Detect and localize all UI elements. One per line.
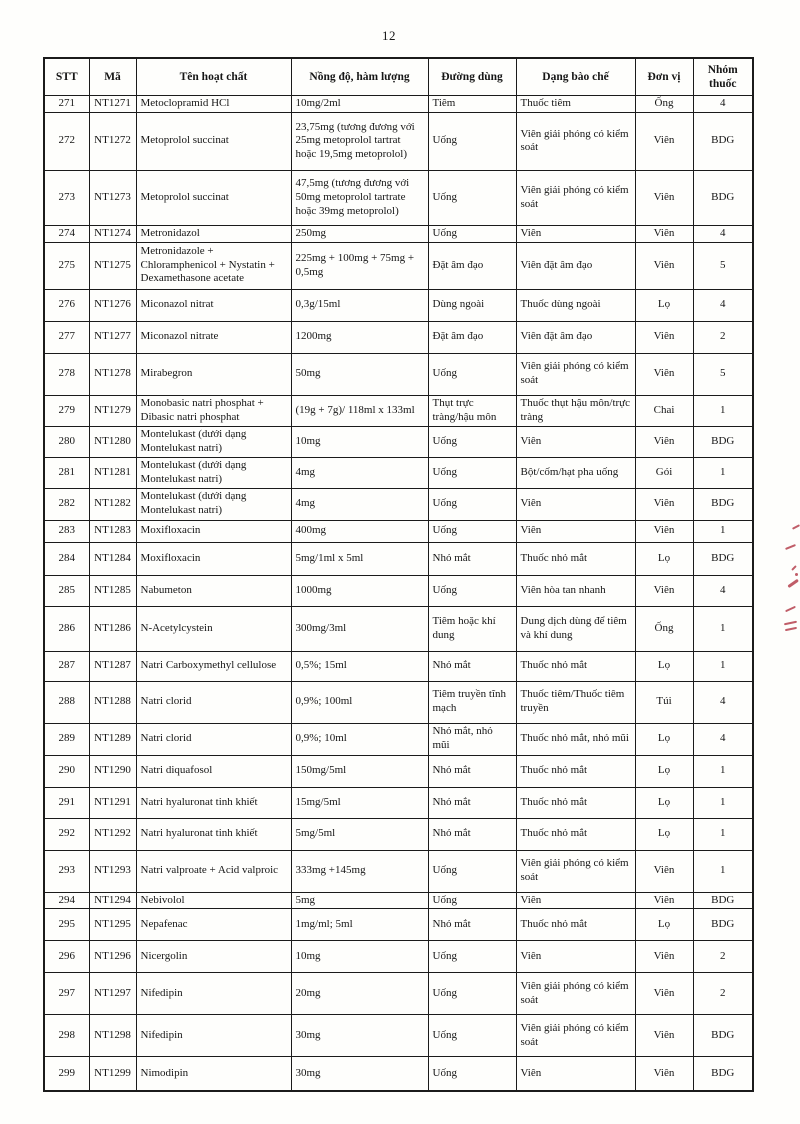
- table-cell: 30mg: [291, 1015, 428, 1057]
- table-cell: Thuốc nhỏ mắt: [516, 787, 635, 818]
- table-cell: 0,5%; 15ml: [291, 651, 428, 681]
- table-cell: Viên giải phóng có kiểm soát: [516, 112, 635, 170]
- table-cell: 276: [44, 289, 89, 321]
- table-cell: 272: [44, 112, 89, 170]
- table-row: [44, 289, 753, 321]
- table-cell: 281: [44, 457, 89, 488]
- table-cell: 4mg: [291, 457, 428, 488]
- table-cell: 1200mg: [291, 321, 428, 353]
- table-cell: Natri hyaluronat tinh khiết: [136, 787, 291, 818]
- table-cell: 5: [693, 242, 753, 289]
- table-cell: Nhỏ mắt: [428, 787, 516, 818]
- table-cell: Thuốc dùng ngoài: [516, 289, 635, 321]
- table-row: [44, 321, 753, 353]
- table-cell: BDG: [693, 542, 753, 575]
- table-cell: Uống: [428, 850, 516, 892]
- table-cell: 274: [44, 225, 89, 242]
- table-cell: Chai: [635, 395, 693, 426]
- table-cell: 283: [44, 520, 89, 542]
- table-cell: Metoprolol succinat: [136, 112, 291, 170]
- table-cell: Viên: [516, 225, 635, 242]
- table-cell: 286: [44, 606, 89, 651]
- table-cell: Viên: [635, 520, 693, 542]
- table-row: [44, 787, 753, 818]
- table-row: [44, 850, 753, 892]
- table-cell: 1: [693, 651, 753, 681]
- table-cell: Viên: [635, 1015, 693, 1057]
- table-cell: 0,3g/15ml: [291, 289, 428, 321]
- table-cell: 4: [693, 225, 753, 242]
- pen-stroke: [787, 579, 798, 588]
- table-cell: BDG: [693, 892, 753, 909]
- table-cell: Lọ: [635, 651, 693, 681]
- pen-stroke: [785, 544, 796, 550]
- table-cell: 4: [693, 575, 753, 606]
- table-body: [44, 96, 753, 1091]
- table-cell: 4: [693, 289, 753, 321]
- table-cell: 1: [693, 850, 753, 892]
- table-cell: Natri valproate + Acid valproic: [136, 850, 291, 892]
- table-cell: Uống: [428, 575, 516, 606]
- table-cell: Nhỏ mắt, nhỏ mũi: [428, 723, 516, 755]
- table-cell: Lọ: [635, 542, 693, 575]
- table-cell: Viên: [516, 520, 635, 542]
- table-row: [44, 353, 753, 395]
- table-cell: Miconazol nitrat: [136, 289, 291, 321]
- table-cell: BDG: [693, 112, 753, 170]
- column-header-stt: STT: [44, 58, 89, 96]
- table-cell: Nifedipin: [136, 1015, 291, 1057]
- table-cell: 20mg: [291, 973, 428, 1015]
- table-cell: Nimodipin: [136, 1057, 291, 1091]
- table-row: [44, 488, 753, 520]
- table-cell: Bột/cốm/hạt pha uống: [516, 457, 635, 488]
- table-cell: Viên: [516, 426, 635, 457]
- table-cell: Viên: [635, 941, 693, 973]
- table-cell: Thuốc nhỏ mắt: [516, 818, 635, 850]
- table-cell: 1: [693, 520, 753, 542]
- table-cell: Lọ: [635, 289, 693, 321]
- column-header-ten-hoat-chat: Tên hoạt chất: [136, 58, 291, 96]
- table-cell: Viên: [516, 488, 635, 520]
- table-cell: 288: [44, 681, 89, 723]
- table-row: [44, 1015, 753, 1057]
- table-cell: Lọ: [635, 755, 693, 787]
- table-cell: 1mg/ml; 5ml: [291, 909, 428, 941]
- table-cell: NT1290: [89, 755, 136, 787]
- table-cell: Viên giải phóng có kiểm soát: [516, 973, 635, 1015]
- table-cell: Natri diquafosol: [136, 755, 291, 787]
- table-cell: NT1289: [89, 723, 136, 755]
- table-row: [44, 575, 753, 606]
- table-cell: 4: [693, 96, 753, 113]
- column-header-ma: Mã: [89, 58, 136, 96]
- table-row: [44, 170, 753, 225]
- table-cell: Viên giải phóng có kiểm soát: [516, 850, 635, 892]
- table-cell: Viên giải phóng có kiểm soát: [516, 170, 635, 225]
- table-cell: 5mg: [291, 892, 428, 909]
- table-row: [44, 112, 753, 170]
- table-cell: Viên: [635, 353, 693, 395]
- table-cell: Lọ: [635, 787, 693, 818]
- table-cell: Montelukast (dưới dạng Montelukast natri): [136, 426, 291, 457]
- table-cell: Metoprolol succinat: [136, 170, 291, 225]
- table-cell: Montelukast (dưới dạng Montelukast natri): [136, 457, 291, 488]
- table-cell: BDG: [693, 426, 753, 457]
- table-cell: Viên: [635, 426, 693, 457]
- table-row: [44, 909, 753, 941]
- table-cell: 1000mg: [291, 575, 428, 606]
- table-cell: Uống: [428, 170, 516, 225]
- table-cell: NT1273: [89, 170, 136, 225]
- table-row: [44, 242, 753, 289]
- table-cell: BDG: [693, 909, 753, 941]
- table-cell: Viên: [635, 850, 693, 892]
- table-cell: Natri clorid: [136, 723, 291, 755]
- table-cell: Metronidazole + Chloramphenicol + Nystatin + Dexamethasone acetate: [136, 242, 291, 289]
- table-cell: 291: [44, 787, 89, 818]
- table-cell: Nhỏ mắt: [428, 909, 516, 941]
- table-cell: 280: [44, 426, 89, 457]
- pen-stroke: [784, 621, 797, 626]
- table-cell: 5mg/1ml x 5ml: [291, 542, 428, 575]
- table-cell: NT1291: [89, 787, 136, 818]
- table-cell: NT1286: [89, 606, 136, 651]
- table-row: [44, 818, 753, 850]
- table-cell: Uống: [428, 112, 516, 170]
- table-cell: 1: [693, 457, 753, 488]
- table-cell: Nhỏ mắt: [428, 651, 516, 681]
- table-cell: Viên hòa tan nhanh: [516, 575, 635, 606]
- table-cell: 4: [693, 723, 753, 755]
- table-cell: Viên: [635, 170, 693, 225]
- column-header-nong-do: Nồng độ, hàm lượng: [291, 58, 428, 96]
- column-header-don-vi: Đơn vị: [635, 58, 693, 96]
- table-row: [44, 606, 753, 651]
- table-cell: Thuốc nhỏ mắt: [516, 755, 635, 787]
- pen-stroke: [785, 606, 796, 612]
- table-cell: NT1271: [89, 96, 136, 113]
- table-cell: Uống: [428, 892, 516, 909]
- table-cell: 275: [44, 242, 89, 289]
- table-cell: 293: [44, 850, 89, 892]
- table-cell: Thụt trực tràng/hậu môn: [428, 395, 516, 426]
- table-cell: Viên: [635, 488, 693, 520]
- table-cell: 292: [44, 818, 89, 850]
- table-cell: Viên đặt âm đạo: [516, 321, 635, 353]
- table-cell: Dung dịch dùng để tiêm và khí dung: [516, 606, 635, 651]
- table-row: [44, 395, 753, 426]
- drug-list-table: [43, 57, 754, 1092]
- table-row: [44, 723, 753, 755]
- table-cell: 1: [693, 606, 753, 651]
- table-cell: 296: [44, 941, 89, 973]
- table-cell: 1: [693, 787, 753, 818]
- table-cell: Uống: [428, 457, 516, 488]
- table-cell: Viên: [635, 973, 693, 1015]
- table-cell: Tiêm hoặc khí dung: [428, 606, 516, 651]
- table-cell: Uống: [428, 426, 516, 457]
- table-cell: 50mg: [291, 353, 428, 395]
- table-row: [44, 426, 753, 457]
- table-cell: Thuốc nhỏ mắt, nhỏ mũi: [516, 723, 635, 755]
- table-cell: 297: [44, 973, 89, 1015]
- table-cell: 285: [44, 575, 89, 606]
- table-cell: 2: [693, 941, 753, 973]
- table-cell: Lọ: [635, 909, 693, 941]
- table-cell: NT1272: [89, 112, 136, 170]
- table-cell: Natri hyaluronat tinh khiết: [136, 818, 291, 850]
- table-cell: 225mg + 100mg + 75mg + 0,5mg: [291, 242, 428, 289]
- table-cell: Uống: [428, 353, 516, 395]
- table-cell: Nhỏ mắt: [428, 818, 516, 850]
- table-cell: Viên: [635, 892, 693, 909]
- column-header-duong-dung: Đường dùng: [428, 58, 516, 96]
- table-cell: BDG: [693, 170, 753, 225]
- table-cell: Natri clorid: [136, 681, 291, 723]
- table-row: [44, 755, 753, 787]
- table-row: [44, 1057, 753, 1091]
- table-cell: Nhỏ mắt: [428, 542, 516, 575]
- table-cell: Mirabegron: [136, 353, 291, 395]
- table-cell: Uống: [428, 1015, 516, 1057]
- table-cell: Viên: [635, 112, 693, 170]
- table-cell: NT1299: [89, 1057, 136, 1091]
- table-cell: 2: [693, 973, 753, 1015]
- table-cell: 300mg/3ml: [291, 606, 428, 651]
- table-cell: Metronidazol: [136, 225, 291, 242]
- table-cell: 271: [44, 96, 89, 113]
- table-cell: Natri Carboxymethyl cellulose: [136, 651, 291, 681]
- table-row: [44, 225, 753, 242]
- table-cell: 279: [44, 395, 89, 426]
- table-cell: Nifedipin: [136, 973, 291, 1015]
- table-cell: 4: [693, 681, 753, 723]
- table-cell: Lọ: [635, 723, 693, 755]
- table-cell: Nepafenac: [136, 909, 291, 941]
- table-row: [44, 651, 753, 681]
- table-cell: NT1295: [89, 909, 136, 941]
- table-cell: NT1275: [89, 242, 136, 289]
- table-cell: Ống: [635, 606, 693, 651]
- table-cell: 1: [693, 818, 753, 850]
- table-cell: 298: [44, 1015, 89, 1057]
- table-row: [44, 542, 753, 575]
- table-cell: Viên: [516, 892, 635, 909]
- table-cell: Nicergolin: [136, 941, 291, 973]
- table-cell: 273: [44, 170, 89, 225]
- table-cell: NT1278: [89, 353, 136, 395]
- table-cell: 290: [44, 755, 89, 787]
- table-cell: 0,9%; 10ml: [291, 723, 428, 755]
- table-row: [44, 892, 753, 909]
- table-cell: Viên: [516, 941, 635, 973]
- table-cell: Viên: [635, 225, 693, 242]
- table-cell: Thuốc tiêm: [516, 96, 635, 113]
- pen-stroke: [785, 627, 797, 631]
- table-cell: Đặt âm đạo: [428, 321, 516, 353]
- table-cell: Đặt âm đạo: [428, 242, 516, 289]
- table-row: [44, 457, 753, 488]
- table-cell: Uống: [428, 225, 516, 242]
- column-header-nhom-thuoc: Nhóm thuốc: [693, 58, 753, 96]
- table-row: [44, 681, 753, 723]
- table-cell: 250mg: [291, 225, 428, 242]
- table-row: [44, 973, 753, 1015]
- table-cell: NT1292: [89, 818, 136, 850]
- table-cell: Gói: [635, 457, 693, 488]
- table-cell: Uống: [428, 973, 516, 1015]
- table-cell: Uống: [428, 941, 516, 973]
- table-cell: NT1285: [89, 575, 136, 606]
- table-cell: Viên: [516, 1057, 635, 1091]
- table-cell: Nabumeton: [136, 575, 291, 606]
- table-cell: 10mg/2ml: [291, 96, 428, 113]
- table-cell: 23,75mg (tương đương với 25mg metoprolol tartrat hoặc 19,5mg metoprolol): [291, 112, 428, 170]
- table-cell: Viên: [635, 1057, 693, 1091]
- table-cell: Tiêm: [428, 96, 516, 113]
- table-cell: Viên giải phóng có kiểm soát: [516, 1015, 635, 1057]
- table-cell: NT1284: [89, 542, 136, 575]
- table-row: [44, 96, 753, 113]
- table-cell: 282: [44, 488, 89, 520]
- table-cell: 30mg: [291, 1057, 428, 1091]
- table-cell: 5: [693, 353, 753, 395]
- table-cell: 299: [44, 1057, 89, 1091]
- table-cell: Uống: [428, 520, 516, 542]
- table-cell: Thuốc nhỏ mắt: [516, 542, 635, 575]
- table-cell: Metoclopramid HCl: [136, 96, 291, 113]
- table-cell: NT1279: [89, 395, 136, 426]
- table-cell: Montelukast (dưới dạng Montelukast natri): [136, 488, 291, 520]
- table-cell: 4mg: [291, 488, 428, 520]
- column-header-dang-bao-che: Dạng bào chế: [516, 58, 635, 96]
- table-cell: Miconazol nitrate: [136, 321, 291, 353]
- table-cell: 400mg: [291, 520, 428, 542]
- table-cell: Nhỏ mắt: [428, 755, 516, 787]
- table-cell: NT1276: [89, 289, 136, 321]
- table-cell: NT1283: [89, 520, 136, 542]
- table-cell: Tiêm truyền tĩnh mạch: [428, 681, 516, 723]
- table-cell: NT1297: [89, 973, 136, 1015]
- pen-stroke: [795, 573, 798, 576]
- table-cell: 47,5mg (tương đương với 50mg metoprolol tartrate hoặc 39mg metoprolol): [291, 170, 428, 225]
- table-cell: Viên: [635, 575, 693, 606]
- table-cell: 10mg: [291, 426, 428, 457]
- table-cell: Viên: [635, 242, 693, 289]
- table-cell: Moxifloxacin: [136, 542, 291, 575]
- table-cell: NT1274: [89, 225, 136, 242]
- table-cell: NT1296: [89, 941, 136, 973]
- table-cell: 294: [44, 892, 89, 909]
- table-cell: Ống: [635, 96, 693, 113]
- table-cell: 5mg/5ml: [291, 818, 428, 850]
- table-cell: Viên giải phóng có kiểm soát: [516, 353, 635, 395]
- pen-stroke: [792, 524, 800, 530]
- table-cell: NT1294: [89, 892, 136, 909]
- table-cell: Viên: [635, 321, 693, 353]
- table-cell: (19g + 7g)/ 118ml x 133ml: [291, 395, 428, 426]
- table-cell: 289: [44, 723, 89, 755]
- table-cell: Thuốc tiêm/Thuốc tiêm truyền: [516, 681, 635, 723]
- table-cell: NT1281: [89, 457, 136, 488]
- table-cell: NT1293: [89, 850, 136, 892]
- table-cell: 1: [693, 755, 753, 787]
- table-header-row: [44, 58, 753, 96]
- table-cell: BDG: [693, 488, 753, 520]
- table-cell: Nebivolol: [136, 892, 291, 909]
- table-cell: NT1282: [89, 488, 136, 520]
- table-cell: Monobasic natri phosphat + Dibasic natri phosphat: [136, 395, 291, 426]
- pen-stroke: [791, 565, 797, 571]
- table-cell: Dùng ngoài: [428, 289, 516, 321]
- table-cell: 277: [44, 321, 89, 353]
- table-cell: Uống: [428, 1057, 516, 1091]
- table-cell: N-Acetylcystein: [136, 606, 291, 651]
- table-cell: 10mg: [291, 941, 428, 973]
- table-cell: 295: [44, 909, 89, 941]
- table-cell: Thuốc nhỏ mắt: [516, 909, 635, 941]
- table-row: [44, 941, 753, 973]
- table-cell: 2: [693, 321, 753, 353]
- table-cell: BDG: [693, 1057, 753, 1091]
- table-cell: 284: [44, 542, 89, 575]
- table-cell: NT1287: [89, 651, 136, 681]
- table-cell: Thuốc nhỏ mắt: [516, 651, 635, 681]
- table-cell: 287: [44, 651, 89, 681]
- table-cell: 15mg/5ml: [291, 787, 428, 818]
- table-cell: Túi: [635, 681, 693, 723]
- table-cell: 1: [693, 395, 753, 426]
- table-cell: BDG: [693, 1015, 753, 1057]
- page-number: 12: [382, 28, 396, 43]
- table-cell: NT1280: [89, 426, 136, 457]
- table-cell: Moxifloxacin: [136, 520, 291, 542]
- table-cell: NT1288: [89, 681, 136, 723]
- table-row: [44, 520, 753, 542]
- table-cell: Uống: [428, 488, 516, 520]
- table-cell: Lọ: [635, 818, 693, 850]
- table-cell: NT1277: [89, 321, 136, 353]
- table-cell: NT1298: [89, 1015, 136, 1057]
- table-cell: 150mg/5ml: [291, 755, 428, 787]
- table-cell: Thuốc thụt hậu môn/trực tràng: [516, 395, 635, 426]
- table-cell: 0,9%; 100ml: [291, 681, 428, 723]
- table-cell: Viên đặt âm đạo: [516, 242, 635, 289]
- table-cell: 333mg +145mg: [291, 850, 428, 892]
- table-cell: 278: [44, 353, 89, 395]
